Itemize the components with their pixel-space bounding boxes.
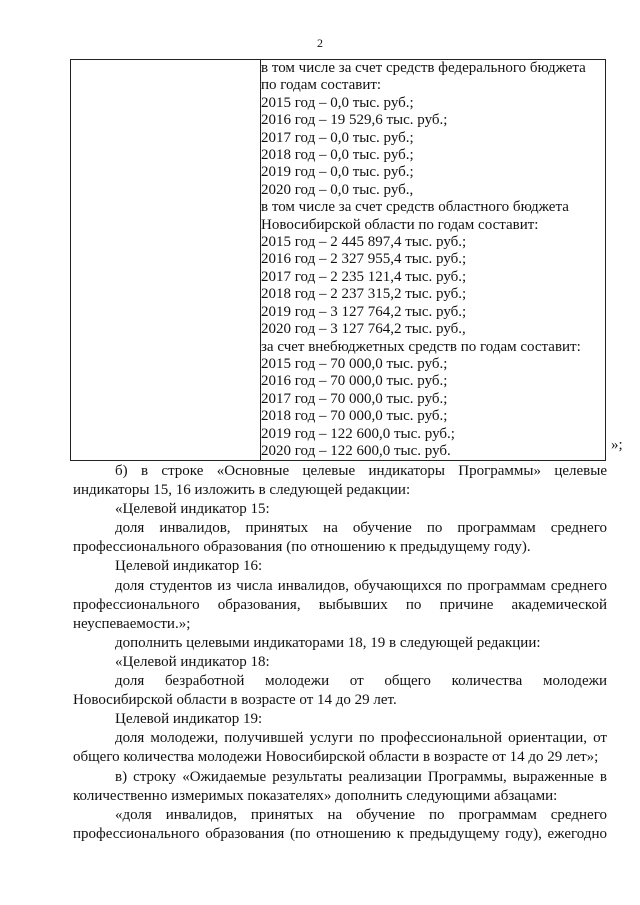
- funding-line: 2017 год – 0,0 тыс. руб.;: [261, 129, 414, 146]
- paragraph-expected-results: «доля инвалидов, принятых на обучение по программам среднего профессионального образования (по отношению к предыдущему году), ежегодно: [73, 806, 607, 842]
- budget-table: [70, 59, 606, 461]
- funding-line: 2018 год – 0,0 тыс. руб.;: [261, 147, 414, 164]
- funding-line: 2015 год – 70 000,0 тыс. руб.;: [261, 355, 448, 372]
- funding-line: 2020 год – 3 127 764,2 тыс. руб.,: [261, 321, 466, 338]
- funding-line: 2015 год – 0,0 тыс. руб.;: [261, 94, 414, 111]
- funding-line: Новосибирской области по годам составит:: [261, 216, 539, 233]
- funding-line: в том числе за счет средств федерального бюджета: [261, 60, 586, 76]
- amendment-text: [73, 462, 607, 844]
- paragraph-amendment-v: в) строку «Ожидаемые результаты реализации Программы, выраженные в количественно измеримых показателях» дополнить следующими абзацами:: [73, 768, 607, 804]
- page-number: 2: [317, 36, 323, 50]
- budget-table-funding-cell: [261, 60, 606, 461]
- funding-line: в том числе за счет средств областного бюджета: [261, 199, 569, 216]
- paragraph-indicator-16-heading: Целевой индикатор 16:: [115, 558, 263, 575]
- paragraph-indicator-15-heading: «Целевой индикатор 15:: [115, 501, 270, 518]
- paragraph-indicator-18-heading: «Целевой индикатор 18:: [115, 653, 270, 670]
- funding-line: 2017 год – 70 000,0 тыс. руб.;: [261, 390, 448, 407]
- funding-line: 2015 год – 2 445 897,4 тыс. руб.;: [261, 234, 467, 251]
- paragraph-indicator-16-text: доля студентов из числа инвалидов, обучающихся по программам среднего профессионального образования, выбывших по причине академической неуспеваемости.»;: [73, 577, 607, 632]
- funding-line: 2020 год – 122 600,0 тыс. руб.: [261, 442, 451, 459]
- paragraph-indicator-15-text: доля инвалидов, принятых на обучение по программам среднего профессионального образования (по отношению к предыдущему году).: [73, 520, 607, 556]
- paragraph-indicator-19-heading: Целевой индикатор 19:: [115, 711, 263, 728]
- funding-line: за счет внебюджетных средств по годам составит:: [261, 338, 581, 355]
- funding-line: 2020 год – 0,0 тыс. руб.,: [261, 181, 414, 198]
- paragraph-add-indicators: дополнить целевыми индикаторами 18, 19 в следующей редакции:: [115, 634, 541, 651]
- paragraph-amendment-b: б) в строке «Основные целевые индикаторы Программы» целевые индикаторы 15, 16 изложить в следующей редакции:: [73, 463, 607, 499]
- paragraph-indicator-19-text: доля молодежи, получившей услуги по профессиональной ориентации, от общего количества молодежи Новосибирской области в возрасте от 14 до 29 лет»;: [73, 730, 607, 766]
- budget-table-empty-cell: [71, 60, 261, 461]
- budget-table-row: [71, 60, 606, 461]
- funding-line: 2016 год – 2 327 955,4 тыс. руб.;: [261, 251, 467, 268]
- funding-line: 2019 год – 122 600,0 тыс. руб.;: [261, 425, 455, 442]
- funding-line: 2017 год – 2 235 121,4 тыс. руб.;: [261, 268, 467, 285]
- funding-line: 2019 год – 3 127 764,2 тыс. руб.;: [261, 303, 467, 320]
- funding-line: 2016 год – 70 000,0 тыс. руб.;: [261, 373, 448, 390]
- funding-line: 2018 год – 2 237 315,2 тыс. руб.;: [261, 286, 467, 303]
- funding-line: 2019 год – 0,0 тыс. руб.;: [261, 164, 414, 181]
- table-closing-quote: »;: [611, 437, 623, 453]
- funding-line: 2016 год – 19 529,6 тыс. руб.;: [261, 112, 448, 129]
- paragraph-indicator-18-text: доля безработной молодежи от общего количества молодежи Новосибирской области в возрасте от 14 до 29 лет.: [73, 673, 607, 709]
- funding-line: по годам составит:: [261, 77, 382, 94]
- funding-line: 2018 год – 70 000,0 тыс. руб.;: [261, 408, 448, 425]
